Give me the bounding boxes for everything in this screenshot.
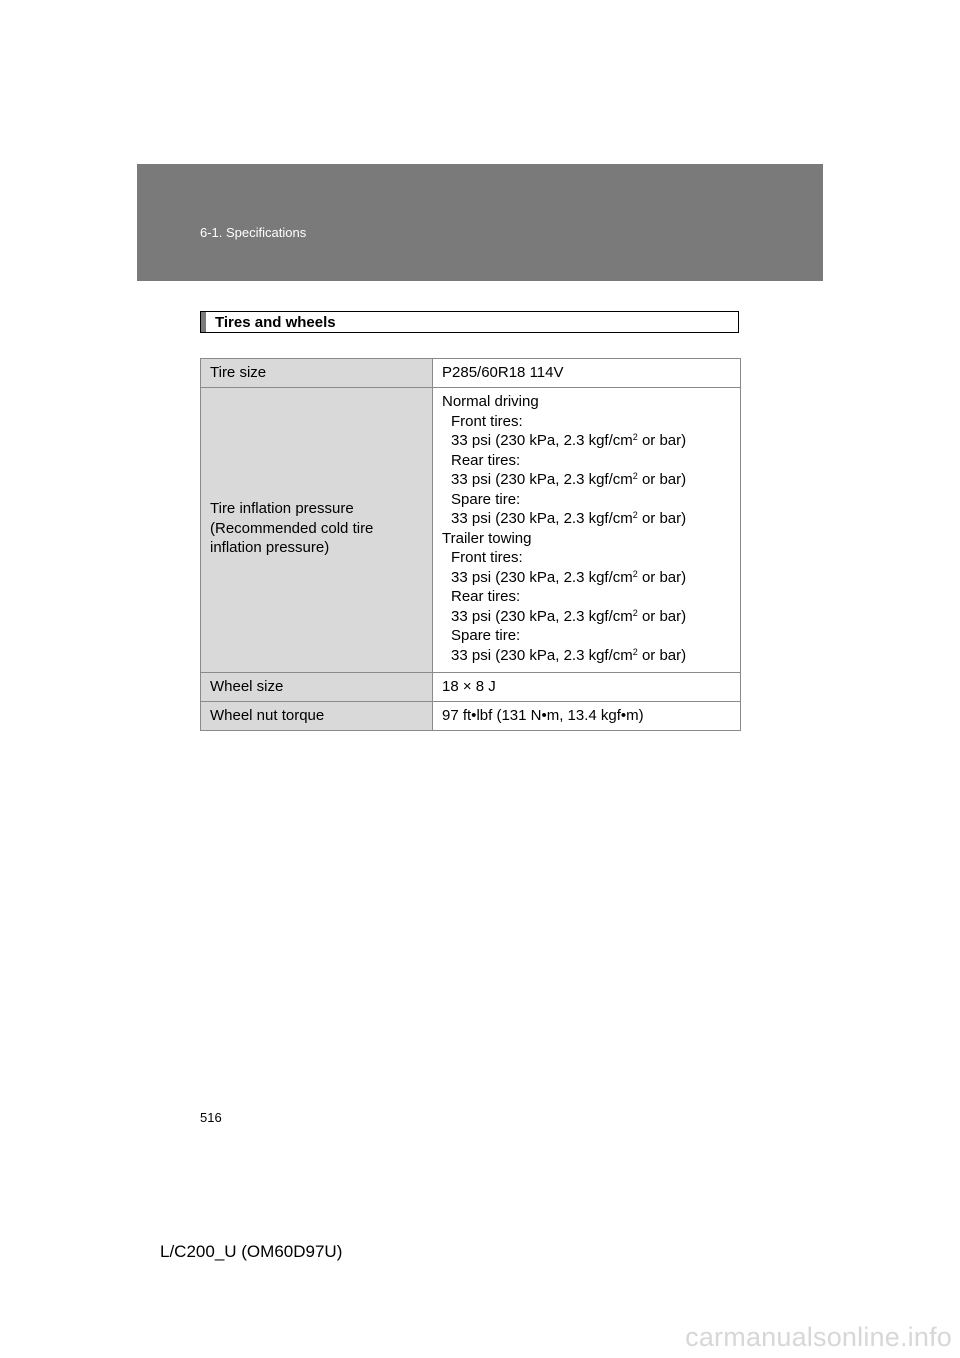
spec-table — [200, 358, 741, 731]
doc-code: L/C200_U (OM60D97U) — [160, 1242, 343, 1261]
table-row — [201, 359, 741, 388]
pressure-line: 33 psi (230 kPa, 2.3 kgf/$cm^2$ or bar) — [451, 607, 687, 625]
rear-tires-label: Rear tires: — [451, 588, 521, 605]
title-bar — [201, 312, 206, 332]
tire-size-value: P285/60R18 114V — [433, 359, 741, 388]
tire-size-label: Tire size — [201, 359, 433, 388]
wheel-nut-torque-label: Wheel nut torque — [201, 702, 433, 731]
tire-inflation-label — [201, 388, 433, 673]
normal-driving-heading: Normal driving — [442, 393, 539, 410]
front-tires-label: Front tires: — [451, 549, 523, 566]
wheel-nut-torque-value: 97 ft•lbf (131 N•m, 13.4 kgf•m) — [433, 702, 741, 731]
table-row — [201, 673, 741, 702]
label-line: (Recommended cold tire — [210, 519, 374, 537]
rear-tires-label: Rear tires: — [451, 451, 521, 469]
pressure-line: 33 psi (230 kPa, 2.3 kgf/$cm^2$ or bar) — [451, 646, 687, 664]
section-title — [200, 311, 739, 333]
trailer-towing-heading: Trailer towing — [442, 529, 532, 547]
wheel-size-value: 18 × 8 J — [433, 673, 741, 702]
pressure-line: 33 psi (230 kPa, 2.3 kgf/$cm^2$ or bar) — [451, 432, 687, 449]
section-title-text: Tires and wheels — [215, 313, 336, 331]
pressure-line: 33 psi (230 kPa, 2.3 kgf/$cm^2$ or bar) — [451, 568, 687, 586]
spare-tire-label: Spare tire: — [451, 490, 521, 508]
watermark[interactable]: carmanualsonline.info — [685, 1322, 952, 1352]
section-label: 6-1. Specifications — [200, 225, 307, 240]
pressure-line: 33 psi (230 kPa, 2.3 kgf/$cm^2$ or bar) — [451, 510, 687, 527]
pressure-line: 33 psi (230 kPa, 2.3 kgf/$cm^2$ or bar) — [451, 471, 687, 488]
table-row — [201, 388, 741, 673]
tire-inflation-value — [433, 388, 741, 673]
table-row — [201, 702, 741, 731]
front-tires-label: Front tires: — [451, 412, 523, 430]
wheel-size-label: Wheel size — [201, 673, 433, 702]
label-line: inflation pressure) — [210, 539, 330, 557]
page-number: 516 — [200, 1110, 222, 1125]
spare-tire-label: Spare tire: — [451, 627, 521, 644]
header-band — [137, 164, 823, 281]
label-line: Tire inflation pressure — [210, 500, 354, 518]
